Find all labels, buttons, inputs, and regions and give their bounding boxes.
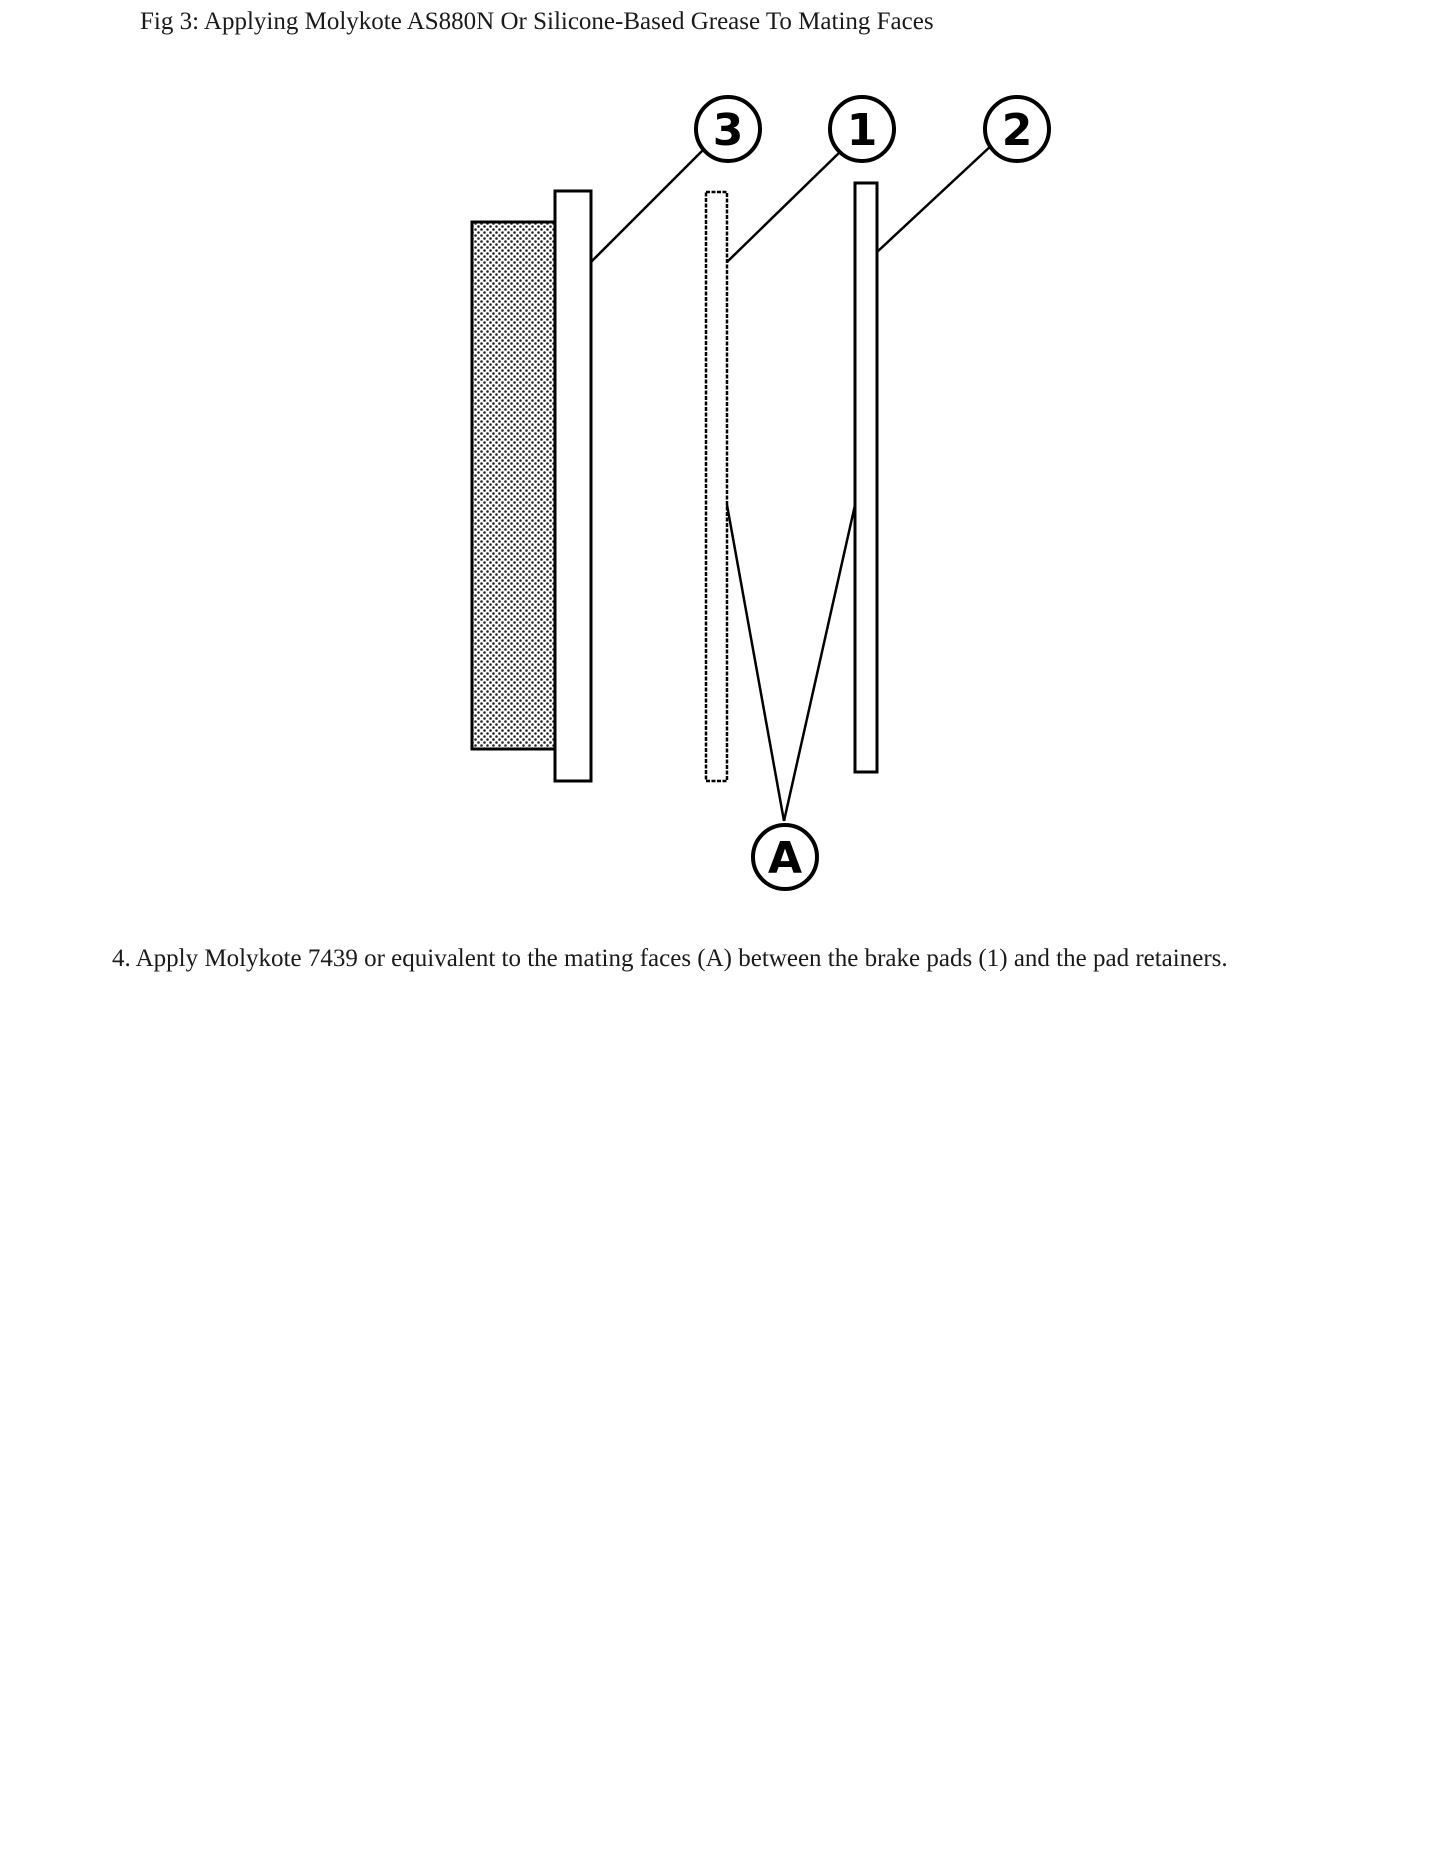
pad-retainer-right xyxy=(855,183,877,772)
callout-3 xyxy=(696,97,760,161)
callout-a-label: A xyxy=(767,833,803,884)
leader-line-2 xyxy=(877,144,993,252)
callout-3-label: 3 xyxy=(712,105,744,156)
leader-line-a-right xyxy=(784,505,855,821)
leader-line-1 xyxy=(727,150,842,262)
callout-a xyxy=(753,825,817,889)
leader-line-3 xyxy=(591,150,703,262)
figure-caption: Fig 3: Applying Molykote AS880N Or Silicone-Based Grease To Mating Faces xyxy=(140,8,934,35)
pad-retainer-left xyxy=(555,191,591,781)
leader-line-a-left xyxy=(727,505,784,821)
callout-1 xyxy=(830,97,894,161)
callout-1-label: 1 xyxy=(846,105,878,156)
callout-2-label: 2 xyxy=(1001,105,1033,156)
instruction-step-4: 4. Apply Molykote 7439 or equivalent to the mating faces (A) between the brake pads (1) and the pad retainers. xyxy=(112,945,1228,972)
friction-material xyxy=(472,222,555,749)
brake-pad-diagram xyxy=(0,0,1445,920)
callout-2 xyxy=(985,97,1049,161)
brake-pad-plate xyxy=(706,192,727,781)
